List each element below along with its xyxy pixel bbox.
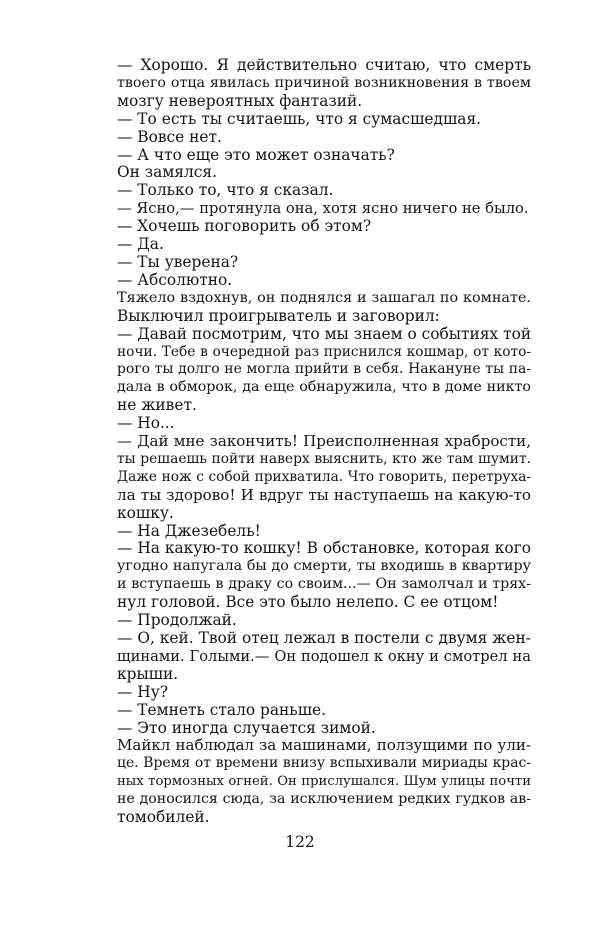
text-line: и вступаешь в драку со своим...— Он замолчал и трях- — [117, 576, 531, 593]
text-line: нул головой. Все это было нелепо. С ее отцом! — [117, 593, 499, 612]
text-line: ты решаешь пойти наверх выяснить, кто же там шумит. — [117, 450, 531, 467]
text-line: — Хорошо. Я действительно считаю, что смерть — [117, 56, 531, 74]
text-line: кошку. — [117, 503, 174, 522]
text-line: — Темнеть стало раньше. — [117, 700, 326, 719]
page-text — [117, 57, 531, 827]
text-line: томобилей. — [117, 808, 210, 827]
text-line: Даже нож с собой прихватила. Что говорить, перетруха- — [117, 468, 531, 485]
text-line: щинами. Голыми.— Он подошел к окну и смотрел на — [117, 647, 531, 665]
text-line: крыши. — [117, 664, 179, 683]
text-line: рого ты долго не могла прийти в себя. Накануне ты па- — [117, 361, 531, 378]
text-line: — Продолжай. — [117, 611, 237, 630]
page-number: 122 — [285, 833, 315, 851]
text-line: не доносился сюда, за исключением редких гудков ав- — [117, 791, 531, 808]
text-line: Он замялся. — [117, 163, 218, 182]
text-line: — На какую-то кошку! В обстановке, которая кого — [117, 539, 531, 558]
text-line: — На Джезебель! — [117, 521, 261, 540]
text-line: — Ясно,— протянула она, хотя ясно ничего не было. — [117, 200, 529, 218]
text-line: — О, кей. Твой отец лежал в постели с двумя жен- — [117, 629, 531, 647]
text-line: Майкл наблюдал за машинами, ползущими по ули- — [117, 736, 531, 755]
text-line: — Давай посмотрим, что мы знаем о событиях той — [117, 324, 532, 343]
text-line: — Да. — [117, 235, 164, 254]
text-line: дала в обморок, да еще обнаружила, что в доме никто — [117, 379, 531, 396]
text-line: — Абсолютно. — [117, 270, 233, 289]
text-line: — То есть ты считаешь, что я сумасшедшая. — [117, 109, 482, 128]
text-line: — Но... — [117, 414, 175, 433]
text-line: — Только то, что я сказал. — [117, 181, 334, 200]
text-line: Тяжело вздохнув, он поднялся и зашагал по комнате. — [117, 289, 531, 306]
text-line: це. Время от времени внизу вспыхивали мириады крас- — [117, 755, 531, 772]
text-line: — Ты уверена? — [117, 252, 239, 271]
text-line: Выключил проигрыватель и заговорил: — [117, 306, 440, 325]
text-line: ночи. Тебе в очередной раз приснился кошмар, от кото- — [117, 343, 531, 360]
text-line: угодно напугала бы до смерти, ты входишь в квартиру — [117, 558, 531, 575]
text-line: — Ну? — [117, 682, 169, 701]
text-line: твоего отца явилась причиной возникновения в твоем — [117, 74, 531, 91]
text-line: — Вовсе нет. — [117, 127, 222, 146]
text-line: не живет. — [117, 396, 197, 415]
text-line: ных тормозных огней. Он прислушался. Шум улицы почти — [117, 774, 531, 790]
text-line: — Дай мне закончить! Преисполненная храбрости, — [117, 432, 531, 451]
text-line: — А что еще это может означать? — [117, 145, 395, 164]
text-line: ла ты здорово! И вдруг ты наступаешь на какую-то — [117, 485, 531, 504]
text-line: — Это иногда случается зимой. — [117, 718, 376, 737]
text-line: — Хочешь поговорить об этом? — [117, 217, 372, 236]
text-line: мозгу невероятных фантазий. — [117, 91, 363, 110]
